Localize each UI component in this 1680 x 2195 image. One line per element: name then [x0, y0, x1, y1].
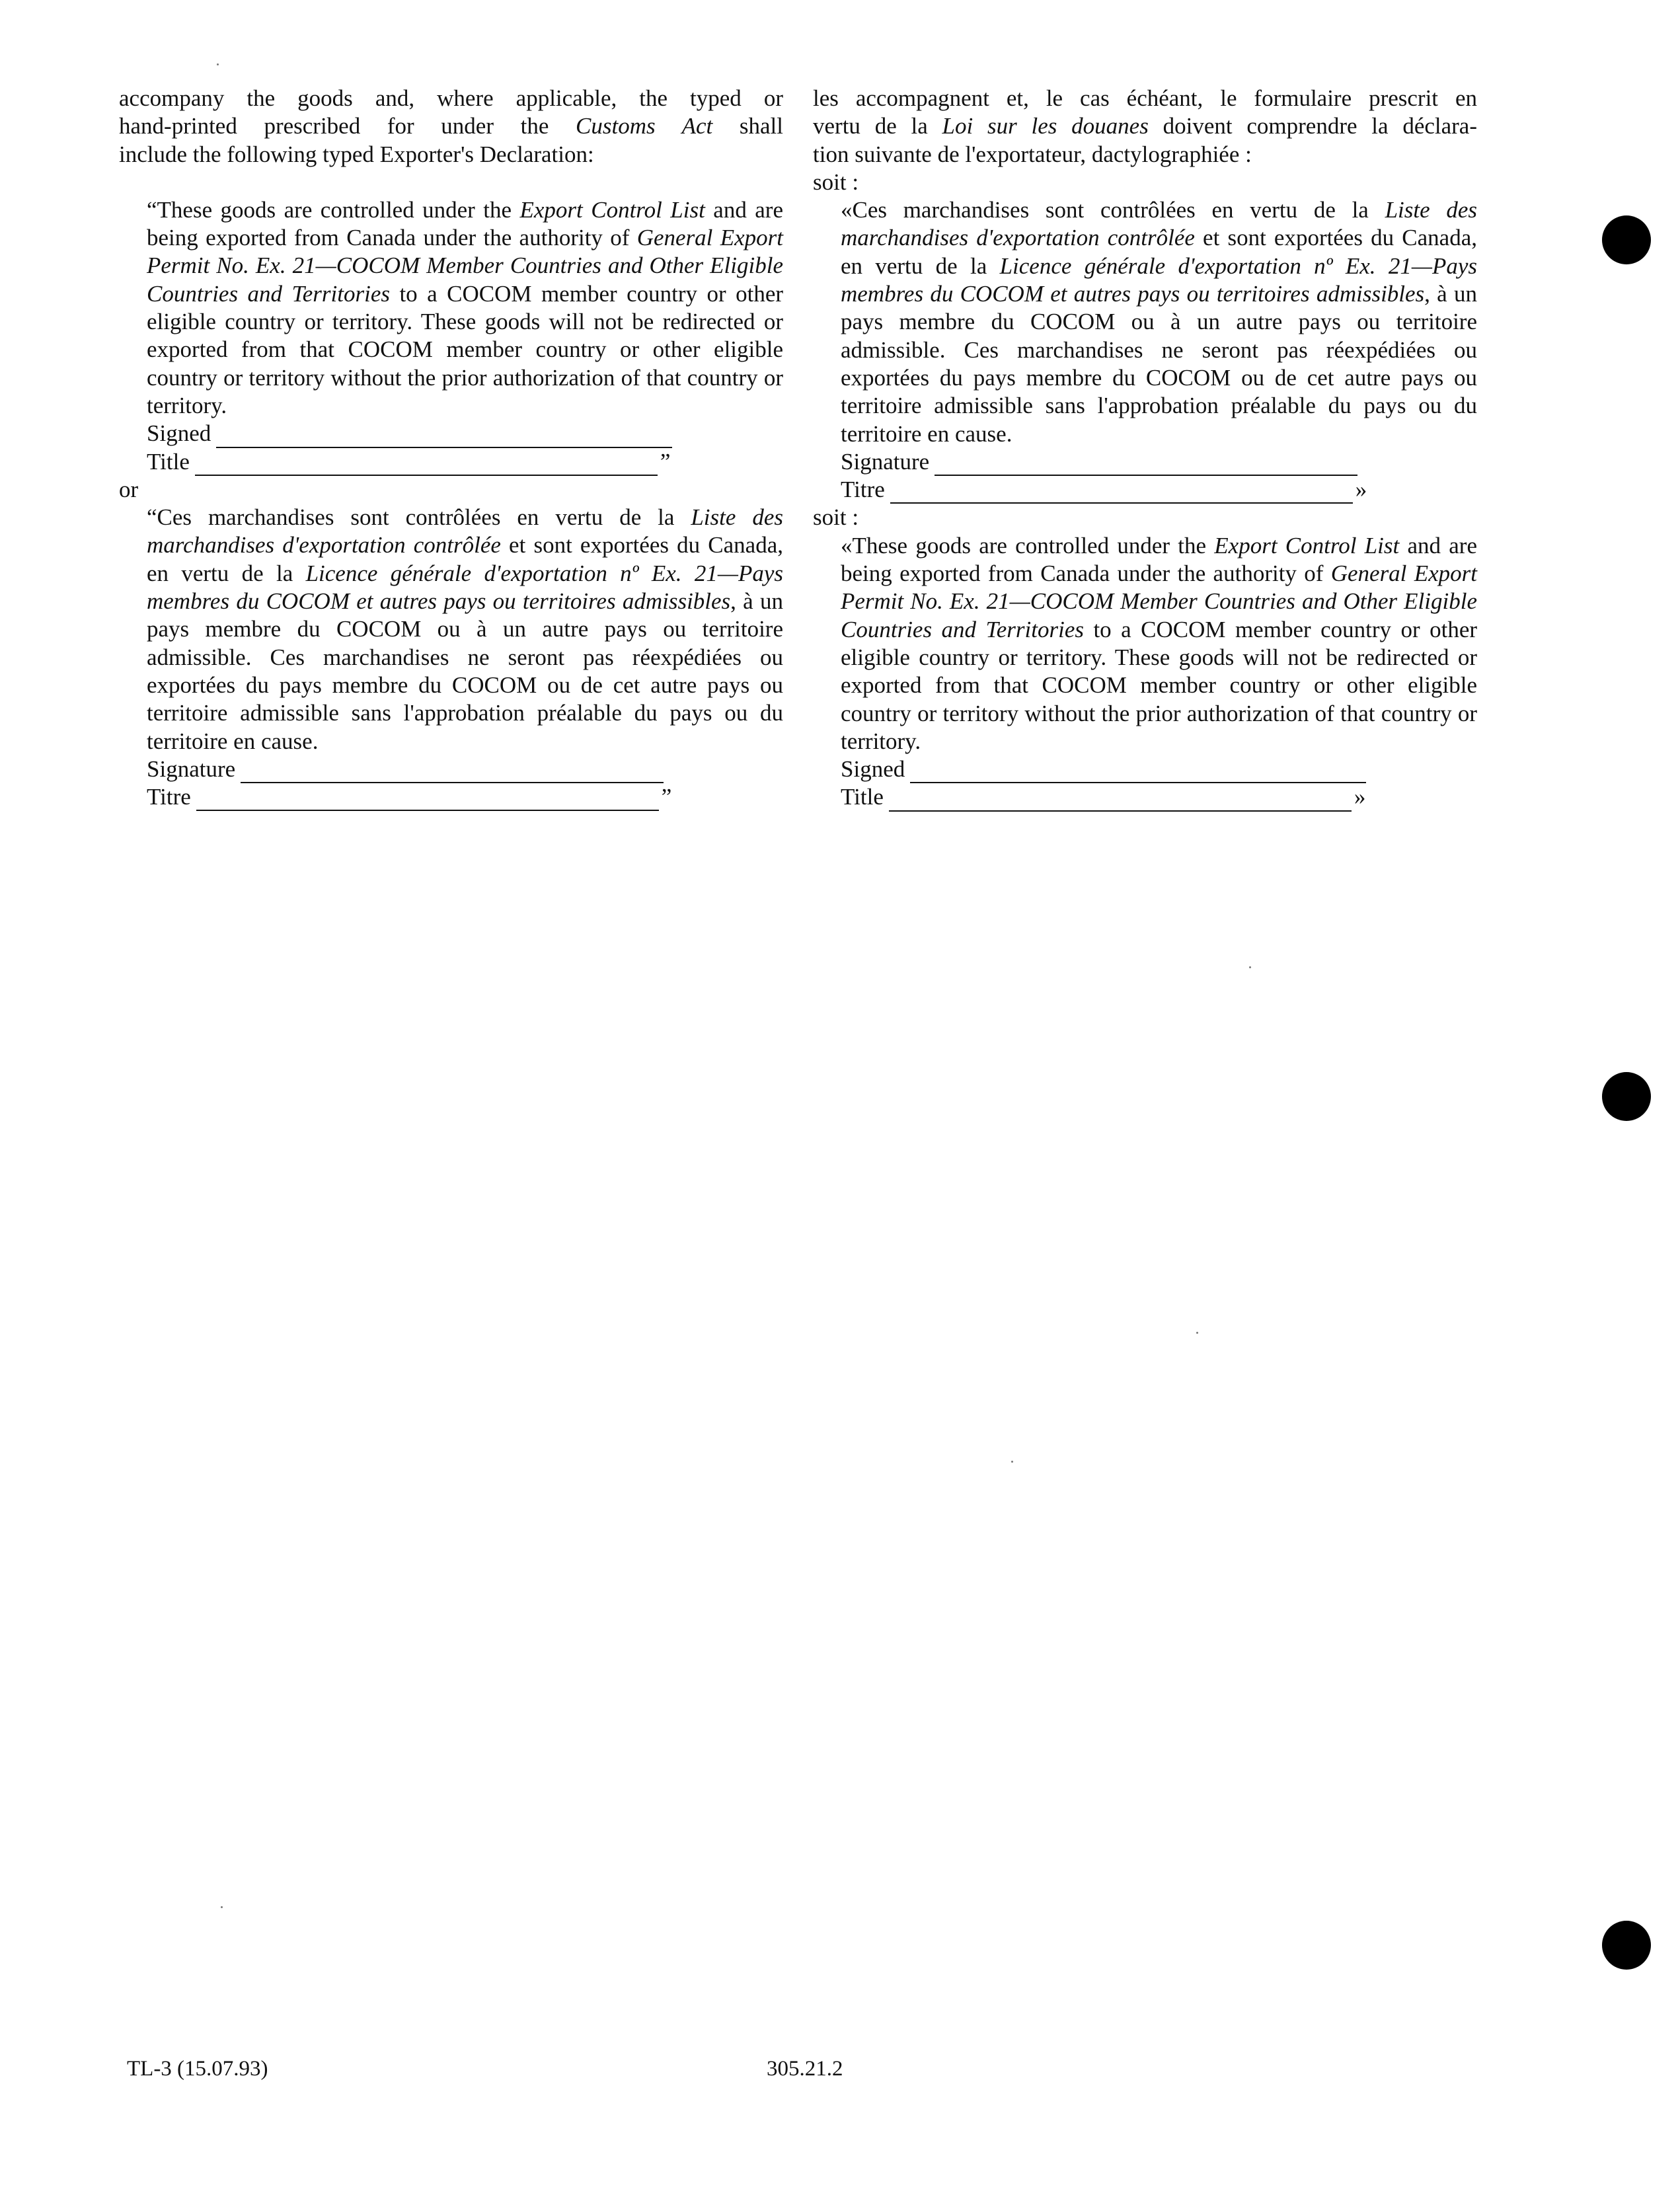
punch-hole-icon	[1602, 1072, 1651, 1121]
punch-hole-icon	[1602, 1921, 1651, 1970]
declaration-text: «Ces marchandises sont contrôlées en vertu de la Liste des marchandises d'exportation contrôlée et sont exportées du Canada, en vertu de la Licence générale d'exportation nº Ex. 21—Pays membres du COCOM et autres pays ou territoires admissibles, à un pays membre du COCOM ou à un autre pays ou territoire admissible. Ces marchandises ne seront pas réexpédiées ou exportées du pays membre du COCOM ou de cet autre pays ou territoire admissible sans l'approbation préalable du pays ou du territoire en cause.	[841, 197, 1477, 447]
soit-separator: soit :	[813, 504, 859, 531]
signature-line: Signature	[841, 448, 1477, 476]
soit-separator: soit :	[813, 169, 859, 195]
signature-field[interactable]	[935, 452, 1357, 476]
scan-speck	[221, 1906, 223, 1908]
or-separator: or	[119, 476, 139, 502]
intro-paragraph	[119, 85, 783, 169]
punch-hole-icon	[1602, 215, 1651, 264]
intro-line-3: tion suivante de l'exportateur, dactylographiée :	[813, 141, 1252, 167]
intro-line-2: vertu de la Loi sur les douanes doivent comprendre la déclara-	[813, 113, 1477, 139]
scan-speck	[1196, 1332, 1198, 1334]
declaration-text: “Ces marchandises sont contrôlées en vertu de la Liste des marchandises d'exportation contrôlée et sont exportées du Canada, en vertu de la Licence générale d'exportation nº Ex. 21—Pays membres du COCOM et autres pays ou territoires admissibles, à un pays membre du COCOM ou à un autre pays ou territoire admissible. Ces marchandises ne seront pas réexpédiées ou exportées du pays membre du COCOM ou de cet autre pays ou territoire admissible sans l'approbation préalable du pays ou du territoire en cause.	[147, 504, 783, 754]
english-declaration	[147, 196, 783, 476]
declaration-text: “These goods are controlled under the Export Control List and are being exported from Canada under the authority of General Export Permit No. Ex. 21—COCOM Member Countries and Other Eligible Countries and Territories to a COCOM member country or other eligible country or territory. These goods will not be redirected or exported from that COCOM member country or other eligible country or territory without the prior authorization of that country or territory.	[147, 196, 784, 418]
title-field[interactable]	[889, 788, 1352, 812]
intro-line-2: hand-printed prescribed for under the Customs Act shall	[119, 113, 784, 139]
intro-line-1: les accompagnent et, le cas échéant, le formulaire prescrit en	[813, 85, 1477, 111]
signed-field[interactable]	[910, 759, 1366, 783]
scan-speck	[1249, 966, 1251, 968]
french-column	[813, 85, 1477, 812]
scan-speck	[217, 63, 219, 65]
customs-act-ref: Customs Act	[576, 113, 713, 139]
footer-doc-code: TL-3 (15.07.93)	[127, 2057, 268, 2081]
intro-paragraph	[813, 85, 1477, 169]
signature-line: Signature	[147, 755, 783, 783]
intro-line-3: include the following typed Exporter's Declaration:	[119, 141, 594, 167]
titre-line: Titre ”	[147, 783, 783, 811]
intro-line-1: accompany the goods and, where applicable, the typed or	[119, 85, 783, 111]
signed-line: Signed	[841, 755, 1477, 783]
titre-line: Titre »	[841, 476, 1477, 504]
signature-field[interactable]	[241, 759, 664, 783]
titre-field[interactable]	[196, 787, 659, 811]
titre-field[interactable]	[890, 480, 1353, 504]
signed-field[interactable]	[216, 424, 672, 448]
title-field[interactable]	[195, 452, 658, 476]
title-line: Title ”	[147, 448, 783, 476]
scan-speck	[1011, 1461, 1013, 1463]
footer-page-number: 305.21.2	[767, 2057, 843, 2081]
signed-line: Signed	[147, 420, 783, 447]
loi-douanes-ref: Loi sur les douanes	[942, 113, 1149, 139]
french-declaration	[841, 196, 1477, 504]
english-declaration	[841, 532, 1477, 812]
french-declaration	[147, 504, 783, 811]
english-column	[119, 85, 783, 811]
title-line: Title »	[841, 783, 1477, 811]
declaration-text: «These goods are controlled under the Export Control List and are being exported from Canada under the authority of General Export Permit No. Ex. 21—COCOM Member Countries and Other Eligible Countries and Territories to a COCOM member country or other eligible country or territory. These goods will not be redirected or exported from that COCOM member country or other eligible country or territory without the prior authorization of that country or territory.	[841, 532, 1478, 754]
